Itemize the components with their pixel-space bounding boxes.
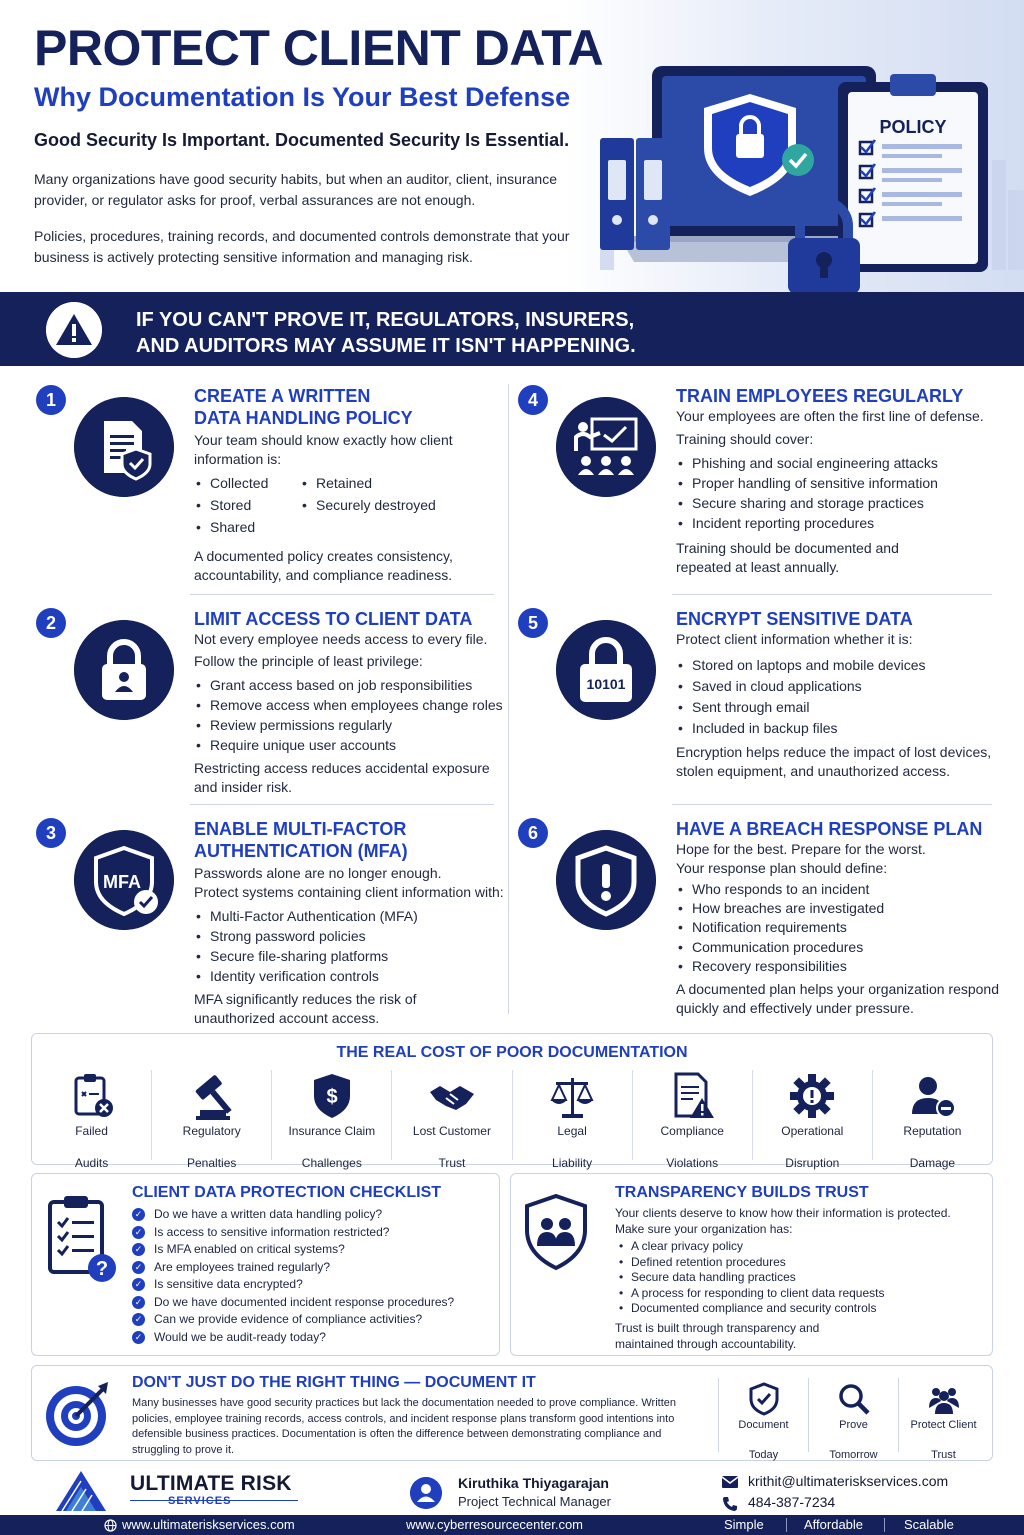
list-item: • Sent through email — [676, 697, 1006, 718]
step-number: 4 — [518, 385, 548, 415]
handshake-icon — [426, 1070, 478, 1122]
people-shield-icon — [523, 1192, 589, 1272]
warning-triangle-icon — [46, 302, 102, 358]
cost-item-legal-liability — [512, 1070, 632, 1170]
header — [0, 0, 1024, 292]
step-lead-2: Follow the principle of least privilege: — [194, 653, 423, 669]
list-item: • A process for responding to client data requests — [615, 1286, 985, 1302]
contact-email-link[interactable]: krithit@ultimateriskservices.com — [748, 1473, 949, 1489]
policy-label: POLICY — [879, 117, 947, 137]
warning-banner — [0, 292, 1024, 366]
trust-lead-2: Make sure your organization has: — [615, 1222, 793, 1236]
globe-icon — [104, 1519, 117, 1532]
padlock-user-icon — [74, 620, 174, 720]
step-title-line-1: ENABLE MULTI-FACTOR — [194, 819, 407, 839]
step-title-line-1: CREATE A WRITTEN — [194, 386, 371, 406]
pillar-label-line-2: Trust — [931, 1449, 956, 1461]
list-item: • Proper handling of sensitive information — [676, 473, 1006, 493]
mountain-logo-icon — [52, 1467, 110, 1513]
list-item: • How breaches are investigated — [676, 899, 1006, 918]
gavel-icon — [186, 1070, 238, 1122]
step-number: 6 — [518, 818, 548, 848]
bullet-columns — [194, 469, 514, 541]
page-subtitle: Why Documentation Is Your Best Defense — [34, 82, 571, 112]
training-presentation-icon — [556, 397, 656, 497]
list-item: • Multi-Factor Authentication (MFA) — [194, 906, 514, 926]
step-closing: A documented policy creates consistency, accountability, and compliance readiness. — [194, 548, 453, 583]
step-lead-1: Your employees are often the first line of defense. — [676, 408, 984, 424]
step-encrypt-data — [518, 608, 1018, 798]
step-title-line-2: AUTHENTICATION (MFA) — [194, 841, 408, 861]
bottom-bar — [0, 1515, 1024, 1535]
step-number: 3 — [36, 818, 66, 848]
list-item: • Retained — [300, 473, 436, 493]
cost-label-line-1: Regulatory — [182, 1124, 241, 1138]
magnifier-icon — [837, 1382, 871, 1416]
list-item: • Stored — [194, 495, 300, 515]
cost-item-lost-customer-trust — [391, 1070, 511, 1170]
step-lead-2: Your response plan should define: — [676, 860, 888, 876]
list-item: • Secure file-sharing platforms — [194, 946, 514, 966]
pillar-label-line-2: Today — [748, 1449, 779, 1461]
list-item: • Phishing and social engineering attacks — [676, 453, 1006, 473]
value-scalable: Scalable — [904, 1517, 954, 1532]
checklist-item: ✓ Do we have a written data handling policy? — [132, 1206, 454, 1224]
value-affordable: Affordable — [804, 1517, 864, 1532]
banner-text — [136, 307, 736, 359]
svg-text:$: $ — [326, 1086, 338, 1108]
step-lead-2: Training should cover: — [676, 431, 814, 447]
step-number: 5 — [518, 608, 548, 638]
shield-check-icon — [747, 1382, 781, 1416]
step-lead-1: Passwords alone are no longer enough. — [194, 865, 442, 881]
step-lead: Your team should know exactly how client information is: — [194, 432, 453, 467]
binary-label: 10101 — [586, 676, 626, 692]
page-title: PROTECT CLIENT DATA — [34, 20, 604, 76]
row-divider — [672, 594, 992, 595]
checklist-panel — [31, 1173, 500, 1356]
list-item: • Secure sharing and storage practices — [676, 493, 1006, 513]
footer — [0, 1467, 1024, 1515]
checklist-title: CLIENT DATA PROTECTION CHECKLIST — [132, 1184, 442, 1201]
list-item: • Incident reporting procedures — [676, 513, 1006, 533]
separator — [884, 1518, 885, 1532]
list-item: • Stored on laptops and mobile devices — [676, 655, 1006, 676]
cost-label-line-1: Failed — [75, 1124, 108, 1138]
cost-item-compliance-violations — [632, 1070, 752, 1170]
list-item: • Securely destroyed — [300, 495, 436, 515]
step-limit-access — [36, 608, 536, 798]
pillar-protect-client-trust — [898, 1378, 988, 1461]
step-title: LIMIT ACCESS TO CLIENT DATA — [194, 609, 473, 629]
list-item: • Shared — [194, 517, 300, 537]
cost-item-insurance-claim-challenges — [271, 1070, 391, 1170]
clipboard-x-icon — [66, 1070, 118, 1122]
checklist-item: ✓ Is MFA enabled on critical systems? — [132, 1241, 454, 1259]
svg-text:?: ? — [95, 1258, 109, 1280]
website-link-2[interactable]: www.cyberresourcecenter.com — [406, 1517, 584, 1532]
tagline: Good Security Is Important. Documented Security Is Essential. — [34, 130, 570, 150]
gear-alert-icon — [786, 1070, 838, 1122]
cost-label-line-1: Reputation — [903, 1124, 962, 1138]
group-icon — [927, 1382, 961, 1416]
step-lead-2: Protect systems containing client information with: — [194, 884, 504, 900]
pillar-label-line-1: Protect Client — [910, 1419, 977, 1431]
target-arrow-icon — [42, 1378, 114, 1450]
list-item: • Communication procedures — [676, 938, 1006, 957]
policy-document-icon — [74, 397, 174, 497]
pillar-label-line-2: Tomorrow — [829, 1449, 878, 1461]
document-it-title: DON'T JUST DO THE RIGHT THING — DOCUMENT IT — [132, 1374, 536, 1391]
row-divider — [190, 594, 494, 595]
intro-paragraph-2: Policies, procedures, training records, and documented controls demonstrate that your business is actively protecting sensitive information and managing risk. — [34, 228, 570, 265]
list-item: • Notification requirements — [676, 918, 1006, 937]
cost-label-line-2: Disruption — [785, 1156, 840, 1170]
row-divider — [672, 804, 992, 805]
pillar-prove-tomorrow — [808, 1378, 898, 1461]
step-breach-response — [518, 818, 1018, 1018]
checklist-item: ✓ Can we provide evidence of compliance activities? — [132, 1311, 454, 1329]
envelope-icon — [722, 1476, 738, 1488]
contact-name: Kiruthika Thiyagarajan — [458, 1475, 609, 1491]
cost-item-failed-audits — [32, 1070, 151, 1170]
checklist-question-icon — [44, 1192, 124, 1292]
step-written-policy — [36, 385, 536, 585]
step-mfa — [36, 818, 536, 1026]
step-closing: Training should be documented and repeated at least annually. — [676, 540, 899, 575]
checklist-item: ✓ Is access to sensitive information restricted? — [132, 1224, 454, 1242]
cost-label-line-1: Insurance Claim — [288, 1124, 376, 1138]
brand-name: ULTIMATE RISK — [130, 1472, 292, 1495]
checklist-list — [132, 1206, 454, 1346]
step-number: 1 — [36, 385, 66, 415]
step-lead-1: Protect client information whether it is: — [676, 631, 913, 647]
document-it-panel — [31, 1365, 993, 1461]
mfa-label: MFA — [103, 872, 141, 892]
list-item: • Who responds to an incident — [676, 880, 1006, 899]
user-minus-icon — [906, 1070, 958, 1122]
row-divider — [190, 804, 494, 805]
step-title: TRAIN EMPLOYEES REGULARLY — [676, 386, 964, 406]
contact-title: Project Technical Manager — [458, 1494, 611, 1509]
cost-label-line-2: Penalties — [187, 1156, 237, 1170]
step-lead-1: Not every employee needs access to every file. — [194, 631, 488, 647]
cost-label-line-1: Legal — [557, 1124, 587, 1138]
cost-label-line-2: Challenges — [301, 1156, 362, 1170]
step-closing: MFA significantly reduces the risk of unauthorized account access. — [194, 991, 417, 1026]
trust-content — [615, 1205, 985, 1352]
cost-label-line-1: Lost Customer — [412, 1124, 491, 1138]
step-closing: A documented plan helps your organization respond quickly and effectively under pressure. — [676, 981, 999, 1017]
brand-subtitle: SERVICES — [168, 1495, 232, 1507]
website-link-1[interactable]: www.ultimateriskservices.com — [122, 1517, 295, 1532]
cost-label-line-2: Audits — [74, 1156, 109, 1170]
cost-items-row — [32, 1070, 992, 1170]
list-item: • Documented compliance and security controls — [615, 1301, 985, 1317]
checklist-item: ✓ Do we have documented incident response procedures? — [132, 1294, 454, 1312]
phone-icon — [722, 1496, 738, 1512]
step-closing: Restricting access reduces accidental exposure and insider risk. — [194, 760, 490, 795]
cost-label-line-2: Violations — [666, 1156, 719, 1170]
pillar-document-today — [718, 1378, 808, 1461]
list-item: • Strong password policies — [194, 926, 514, 946]
list-item: • Recovery responsibilities — [676, 957, 1006, 976]
cost-label-line-1: Operational — [781, 1124, 844, 1138]
warning-document-icon — [666, 1070, 718, 1122]
encryption-padlock-icon — [556, 620, 656, 720]
list-item: • Defined retention procedures — [615, 1255, 985, 1271]
cost-label-line-2: Liability — [552, 1156, 593, 1170]
transparency-trust-panel — [510, 1173, 993, 1356]
list-item: • Secure data handling practices — [615, 1270, 985, 1286]
cost-label-line-2: Damage — [909, 1156, 956, 1170]
hero-laptop-policy-illustration — [600, 30, 1024, 292]
pillar-label-line-1: Prove — [839, 1419, 868, 1431]
cost-label-line-1: Compliance — [660, 1124, 724, 1138]
mfa-shield-icon — [74, 830, 174, 930]
contact-phone[interactable]: 484-387-7234 — [748, 1494, 836, 1510]
list-item: • Review permissions regularly — [194, 715, 504, 735]
cost-label-line-2: Trust — [438, 1156, 466, 1170]
list-item: • Grant access based on job responsibilities — [194, 675, 504, 695]
step-lead-1: Hope for the best. Prepare for the worst. — [676, 841, 926, 857]
value-simple: Simple — [724, 1517, 764, 1532]
intro-paragraph-1: Many organizations have good security habits, but when an auditor, client, insurance provider, or regulator asks for proof, verbal assurances are not enough. — [34, 171, 557, 208]
cost-item-reputation-damage — [872, 1070, 992, 1170]
separator — [786, 1518, 787, 1532]
alert-shield-icon — [556, 830, 656, 930]
list-item: • Collected — [194, 473, 300, 493]
person-icon — [410, 1477, 442, 1509]
trust-title: TRANSPARENCY BUILDS TRUST — [615, 1184, 869, 1201]
trust-lead-1: Your clients deserve to know how their information is protected. — [615, 1206, 951, 1220]
document-pillars — [718, 1378, 988, 1461]
step-title: HAVE A BREACH RESPONSE PLAN — [676, 819, 983, 839]
list-item: • Remove access when employees change roles — [194, 695, 504, 715]
list-item: • Saved in cloud applications — [676, 676, 1006, 697]
cost-of-poor-documentation-panel — [31, 1033, 993, 1170]
step-closing: Encryption helps reduce the impact of lost devices, stolen equipment, and unauthorized access. — [676, 744, 992, 779]
dollar-shield-icon — [306, 1070, 358, 1122]
step-title: ENCRYPT SENSITIVE DATA — [676, 609, 913, 629]
checklist-item: ✓ Are employees trained regularly? — [132, 1259, 454, 1277]
trust-closing: Trust is built through transparency and maintained through accountability. — [615, 1320, 820, 1351]
step-train-employees — [518, 385, 1018, 585]
cost-item-operational-disruption — [752, 1070, 872, 1170]
checklist-item: ✓ Would we be audit-ready today? — [132, 1329, 454, 1347]
step-number: 2 — [36, 608, 66, 638]
document-it-text: Many businesses have good security practices but lack the documentation needed to prove compliance. Written policies, employee training records, access controls, and incident response plans transform good intentions into defensible business practices. Documentation is often the difference between demonstrating compliance and struggling to prove it. — [132, 1397, 676, 1456]
list-item: • Included in backup files — [676, 718, 1006, 739]
banner-line-2: AND AUDITORS MAY ASSUME IT ISN'T HAPPENING. — [136, 335, 636, 357]
list-item: • Require unique user accounts — [194, 735, 504, 755]
pillar-label-line-1: Document — [738, 1419, 789, 1431]
cost-item-regulatory-penalties — [151, 1070, 271, 1170]
checklist-item: ✓ Is sensitive data encrypted? — [132, 1276, 454, 1294]
banner-line-1: IF YOU CAN'T PROVE IT, REGULATORS, INSURERS, — [136, 309, 635, 331]
list-item: • A clear privacy policy — [615, 1239, 985, 1255]
list-item: • Identity verification controls — [194, 966, 514, 986]
scales-icon — [546, 1070, 598, 1122]
cost-title: THE REAL COST OF POOR DOCUMENTATION — [336, 1044, 688, 1061]
step-title-line-2: DATA HANDLING POLICY — [194, 408, 413, 428]
